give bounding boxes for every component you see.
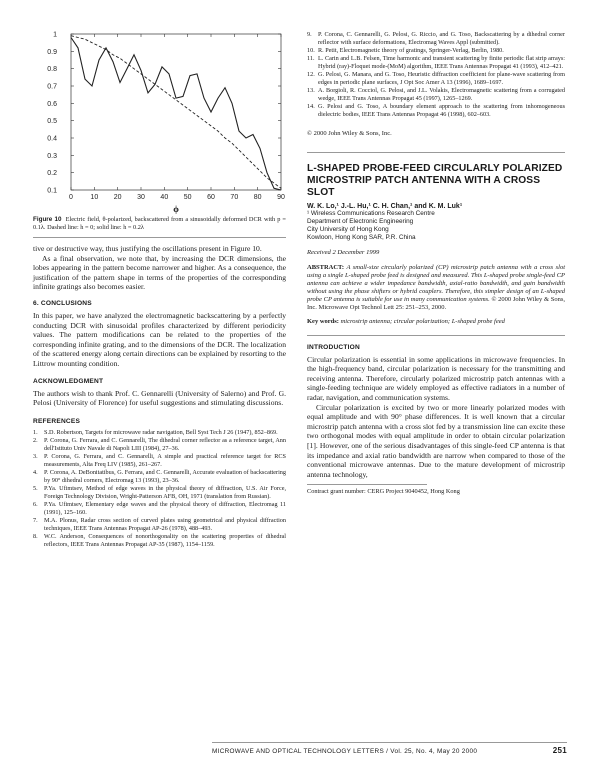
reference-number: 10. xyxy=(307,46,315,54)
reference-item xyxy=(33,429,286,437)
series-line-solid xyxy=(71,38,281,191)
y-tick-label: 0.8 xyxy=(47,66,57,74)
reference-item xyxy=(33,533,286,549)
introduction-heading: INTRODUCTION xyxy=(307,343,360,351)
reference-text: A. Borgioli, R. Cocciol, G. Pelosi, and J.L. Volakis, Electromagnetic scattering from a corrugated wedge, IEEE Trans Antennas Propagat 45 (1997), 1265–1269. xyxy=(318,87,565,102)
reference-text: P. Corona, A. DeBonitatibus, G. Ferrara, and C. Gennarelli, Accurate evaluation of backscattering by 90° dihedral corners, Electromag 13 (1993), 23–36. xyxy=(44,468,286,484)
reference-number: 3. xyxy=(33,452,38,460)
references-heading: REFERENCES xyxy=(33,417,81,425)
reference-item xyxy=(307,87,565,103)
reference-number: 1. xyxy=(33,428,38,436)
intro-rule xyxy=(307,335,565,336)
keywords xyxy=(307,318,565,326)
y-tick-label: 0.7 xyxy=(47,83,57,91)
y-tick-label: 0.3 xyxy=(47,152,57,160)
abstract-label: ABSTRACT: xyxy=(307,263,345,271)
reference-number: 12. xyxy=(307,71,315,79)
reference-item xyxy=(307,31,565,47)
reference-number: 8. xyxy=(33,532,38,540)
article-authors: W. K. Lo,¹ J.-L. Hu,¹ C. H. Chan,¹ and K. M. Luk¹ xyxy=(307,202,463,210)
reference-text: S.D. Robertson, Targets for microwave radar navigation, Bell Syst Tech J 26 (1947), 852–869. xyxy=(44,428,278,436)
left-body xyxy=(33,244,286,549)
article-title: L-SHAPED PROBE-FEED CIRCULARLY POLARIZED MICROSTRIP PATCH ANTENNA WITH A CROSS SLOT xyxy=(307,163,563,198)
reference-number: 6. xyxy=(33,500,38,508)
abstract xyxy=(307,264,565,312)
affiliation xyxy=(307,210,565,242)
keywords-text: microstrip antenna; circular polarization; L-shaped probe feed xyxy=(340,317,505,325)
grant-note: Contract grant number: CERG Project 9040452, Hong Kong xyxy=(307,488,460,496)
final-observation-paragraph: As a final observation, we note that, by increasing the DCR dimensions, the lobes appearing in the pattern become narrower and higher. As a consequence, the justification of the pattern shape in terms of the properties of the corresponding infinite gratings also becomes easier. xyxy=(33,253,286,292)
y-tick-label: 0.4 xyxy=(47,135,57,143)
y-tick-label: 0.1 xyxy=(47,187,57,195)
footer-rule xyxy=(212,742,567,743)
reference-item xyxy=(33,485,286,501)
y-tick-label: 0.9 xyxy=(47,48,57,56)
y-tick-label: 0.2 xyxy=(47,170,57,178)
received-date: Received 2 December 1999 xyxy=(307,248,380,256)
reference-item xyxy=(33,437,286,453)
acknowledgment-paragraph: The authors wish to thank Prof. C. Gennarelli (University of Salerno) and Prof. G. Pelosi (University of Florence) for useful suggestions and stimulating discussions. xyxy=(33,388,286,408)
y-tick-label: 0.6 xyxy=(47,100,57,108)
x-tick-label: 10 xyxy=(90,194,99,201)
reference-text: R. Petit, Electromagnetic theory of gratings, Springer-Verlag, Berlin, 1980. xyxy=(318,46,504,54)
series-line-dashed xyxy=(71,36,281,189)
reference-number: 14. xyxy=(307,103,315,111)
conclusions-heading: 6. CONCLUSIONS xyxy=(33,299,92,307)
right-column xyxy=(307,0,565,495)
reference-item xyxy=(33,453,286,469)
affiliation-line: Department of Electronic Engineering xyxy=(307,217,414,225)
conclusions-paragraph: In this paper, we have analyzed the electromagnetic backscattering by a perfectly conducting DCR with sinusoidal profiles characterized by different periodicity values. The pattern modifications can be related to the properties of the corresponding infinite grating, and to the dimensions of the DCR. The localization of the scattered energy along certain directions can be explained by resorting to the Littrow mounting condition. xyxy=(33,310,286,368)
abstract-copyright: © 2000 John Wiley & Sons, Inc. Microwave Opt Technol Lett 25: 251–253, 2000. xyxy=(307,295,566,311)
figure-caption xyxy=(33,216,286,232)
reference-text: P. Corona, G. Ferrara, and C. Gennarelli, The dihedral corner reflector as a reference target, Ann dell'Istituto Univ Navale di Napoli LIII (1984), 27–36. xyxy=(44,436,286,452)
reference-item xyxy=(307,47,565,55)
plot-frame xyxy=(71,34,281,190)
x-tick-label: 40 xyxy=(160,194,169,201)
reference-text: P.Ya. Ufimtsev, Elementary edge waves and the physical theory of diffraction, Electromag 11 (1991), 125–160. xyxy=(44,500,286,516)
reference-number: 9. xyxy=(307,31,312,38)
x-tick-label: 30 xyxy=(137,194,145,201)
figure-caption-text: Electric field, θ-polarized, backscattered from a sinusoidally deformed DCR with p = 0.1λ. Dashed line: h = 0; solid line: h = 0.2λ xyxy=(33,216,286,231)
x-tick-label: 50 xyxy=(183,194,192,201)
abstract-text: A small-size circularly polarized (CP) microstrip patch antenna with a cross slot using a single L-shaped probe feed is designed and measured. This L-shaped probe single-feed CP antenna can achieve a wider impedance bandwidth, axial-ratio bandwidth, and gain bandwidth without using the phase shifters or hybrid couplers. Therefore, this simpler design of an L-shaped probe CP antenna is suitable for use in many communication systems. xyxy=(307,263,566,303)
x-tick-label: 80 xyxy=(253,194,262,201)
grant-rule xyxy=(307,484,427,485)
reference-number: 5. xyxy=(33,484,38,492)
keywords-label: Key words: xyxy=(307,317,339,325)
reference-number: 2. xyxy=(33,436,38,444)
reference-number: 13. xyxy=(307,87,315,95)
affiliation-line: Kowloon, Hong Kong SAR, P.R. China xyxy=(307,233,416,241)
page-footer xyxy=(212,746,567,755)
y-tick-label: 1 xyxy=(53,31,57,39)
reference-item xyxy=(33,517,286,533)
y-tick-label: 0.5 xyxy=(47,118,57,126)
reference-text: W.C. Anderson, Consequences of nonorthogonality on the scattering properties of dihedral reflectors, IEEE Trans Antennas Propagat AP-35 (1987), 1154–1159. xyxy=(44,532,286,548)
reference-text: L. Carin and L.B. Felsen, Time harmonic and transient scattering by finite periodic flat strip arrays: Hybrid (ray)-Floquet mode-(MoM) algorithm, IEEE Trans Antennas Propagat 41 (1993), 412–421. xyxy=(318,55,565,70)
continuation-paragraph: tive or destructive way, thus justifying the oscillations present in Figure 10. xyxy=(33,244,262,253)
reference-text: G. Pelosi and G. Toso, A boundary element approach to the scattering from inhomogeneous dielectric bodies, IEEE Trans Antennas Propagat 46 (1998), 602–603. xyxy=(318,103,565,118)
x-tick-label: 0 xyxy=(69,194,73,201)
affiliation-line: City University of Hong Kong xyxy=(307,225,389,233)
reference-number: 4. xyxy=(33,468,38,476)
page-number: 251 xyxy=(552,746,567,755)
x-tick-label: 60 xyxy=(207,194,215,201)
references-list-continued xyxy=(307,31,565,119)
intro-paragraph-2: Circular polarization is excited by two or more linearly polarized modes with equal amplitude and with 90° phase differences. It is well known that a circular microstrip patch antenna with a cross slot fed by a transmission line can excite these two orthogonal modes with equal amplitude in order to obtain circular polarization [1]. However, one of the serious disadvantages of this single-feed CP antenna is that its impedance and axial ratio bandwidth are narrow when compared to those of the conventional microwave antennas. Due to the mature development of microstrip antenna technology, xyxy=(307,402,565,479)
x-tick-label: 70 xyxy=(230,194,239,201)
reference-text: P. Corona, G. Ferrara, and C. Gennarelli, A simple and practical reference target for RCS measurements, Alta Freq LIV (1985), 261–267. xyxy=(44,452,286,468)
figure-10-chart xyxy=(33,30,286,214)
x-tick-label: 20 xyxy=(113,194,122,201)
copyright-line: © 2000 John Wiley & Sons, Inc. xyxy=(307,129,392,137)
reference-text: P.Ya. Ufimtsev, Method of edge waves in the physical theory of diffraction, U.S. Air Force, Foreign Technology Division, Wright-Patterson AFB, OH, 1971 (translation from Russian). xyxy=(44,484,286,500)
journal-line: MICROWAVE AND OPTICAL TECHNOLOGY LETTERS / Vol. 25, No. 4, May 20 2000 xyxy=(212,748,478,755)
reference-item xyxy=(307,103,565,119)
reference-text: M.A. Plonus, Radar cross section of curved plates using geometrical and physical diffraction techniques, IEEE Trans Antennas Propagat AP-26 (1978), 488–493. xyxy=(44,516,286,532)
x-tick-label: 90 xyxy=(277,194,285,201)
acknowledgment-heading: ACKNOWLEDGMENT xyxy=(33,377,104,385)
figure-label: Figure 10 xyxy=(33,216,62,223)
intro-paragraph-1: Circular polarization is essential in some applications in microwave frequencies. In the high-frequency band, circular polarization is necessary for the transmitting and receiving antenna. Therefore, circularly polarized microstrip patch antennas with a single-feeding technique are widely employed as effective radiators in a number of radar, navigation, and communication systems. xyxy=(307,354,565,403)
affiliation-line: ¹ Wireless Communications Research Centre xyxy=(307,209,435,217)
reference-item xyxy=(307,71,565,87)
article-rule xyxy=(307,152,565,153)
reference-text: G. Pelosi, G. Manara, and G. Toso, Heuristic diffraction coefficient for plane-wave scattering from edges in periodic plane surfaces, J Opt Soc Amer A 13 (1996), 1689–1697. xyxy=(318,71,565,86)
reference-text: P. Corona, C. Gennarelli, G. Pelosi, G. Riccio, and G. Toso, Backscattering by a dihedral corner reflector with surface deformations, Electromag Waves Appl (submitted). xyxy=(318,31,565,46)
references-list xyxy=(33,429,286,549)
x-axis-label: ϕ xyxy=(173,204,179,214)
reference-number: 7. xyxy=(33,516,38,524)
reference-item xyxy=(33,469,286,485)
reference-item xyxy=(307,55,565,71)
reference-item xyxy=(33,501,286,517)
figure-rule xyxy=(33,237,286,238)
reference-number: 11. xyxy=(307,55,315,63)
